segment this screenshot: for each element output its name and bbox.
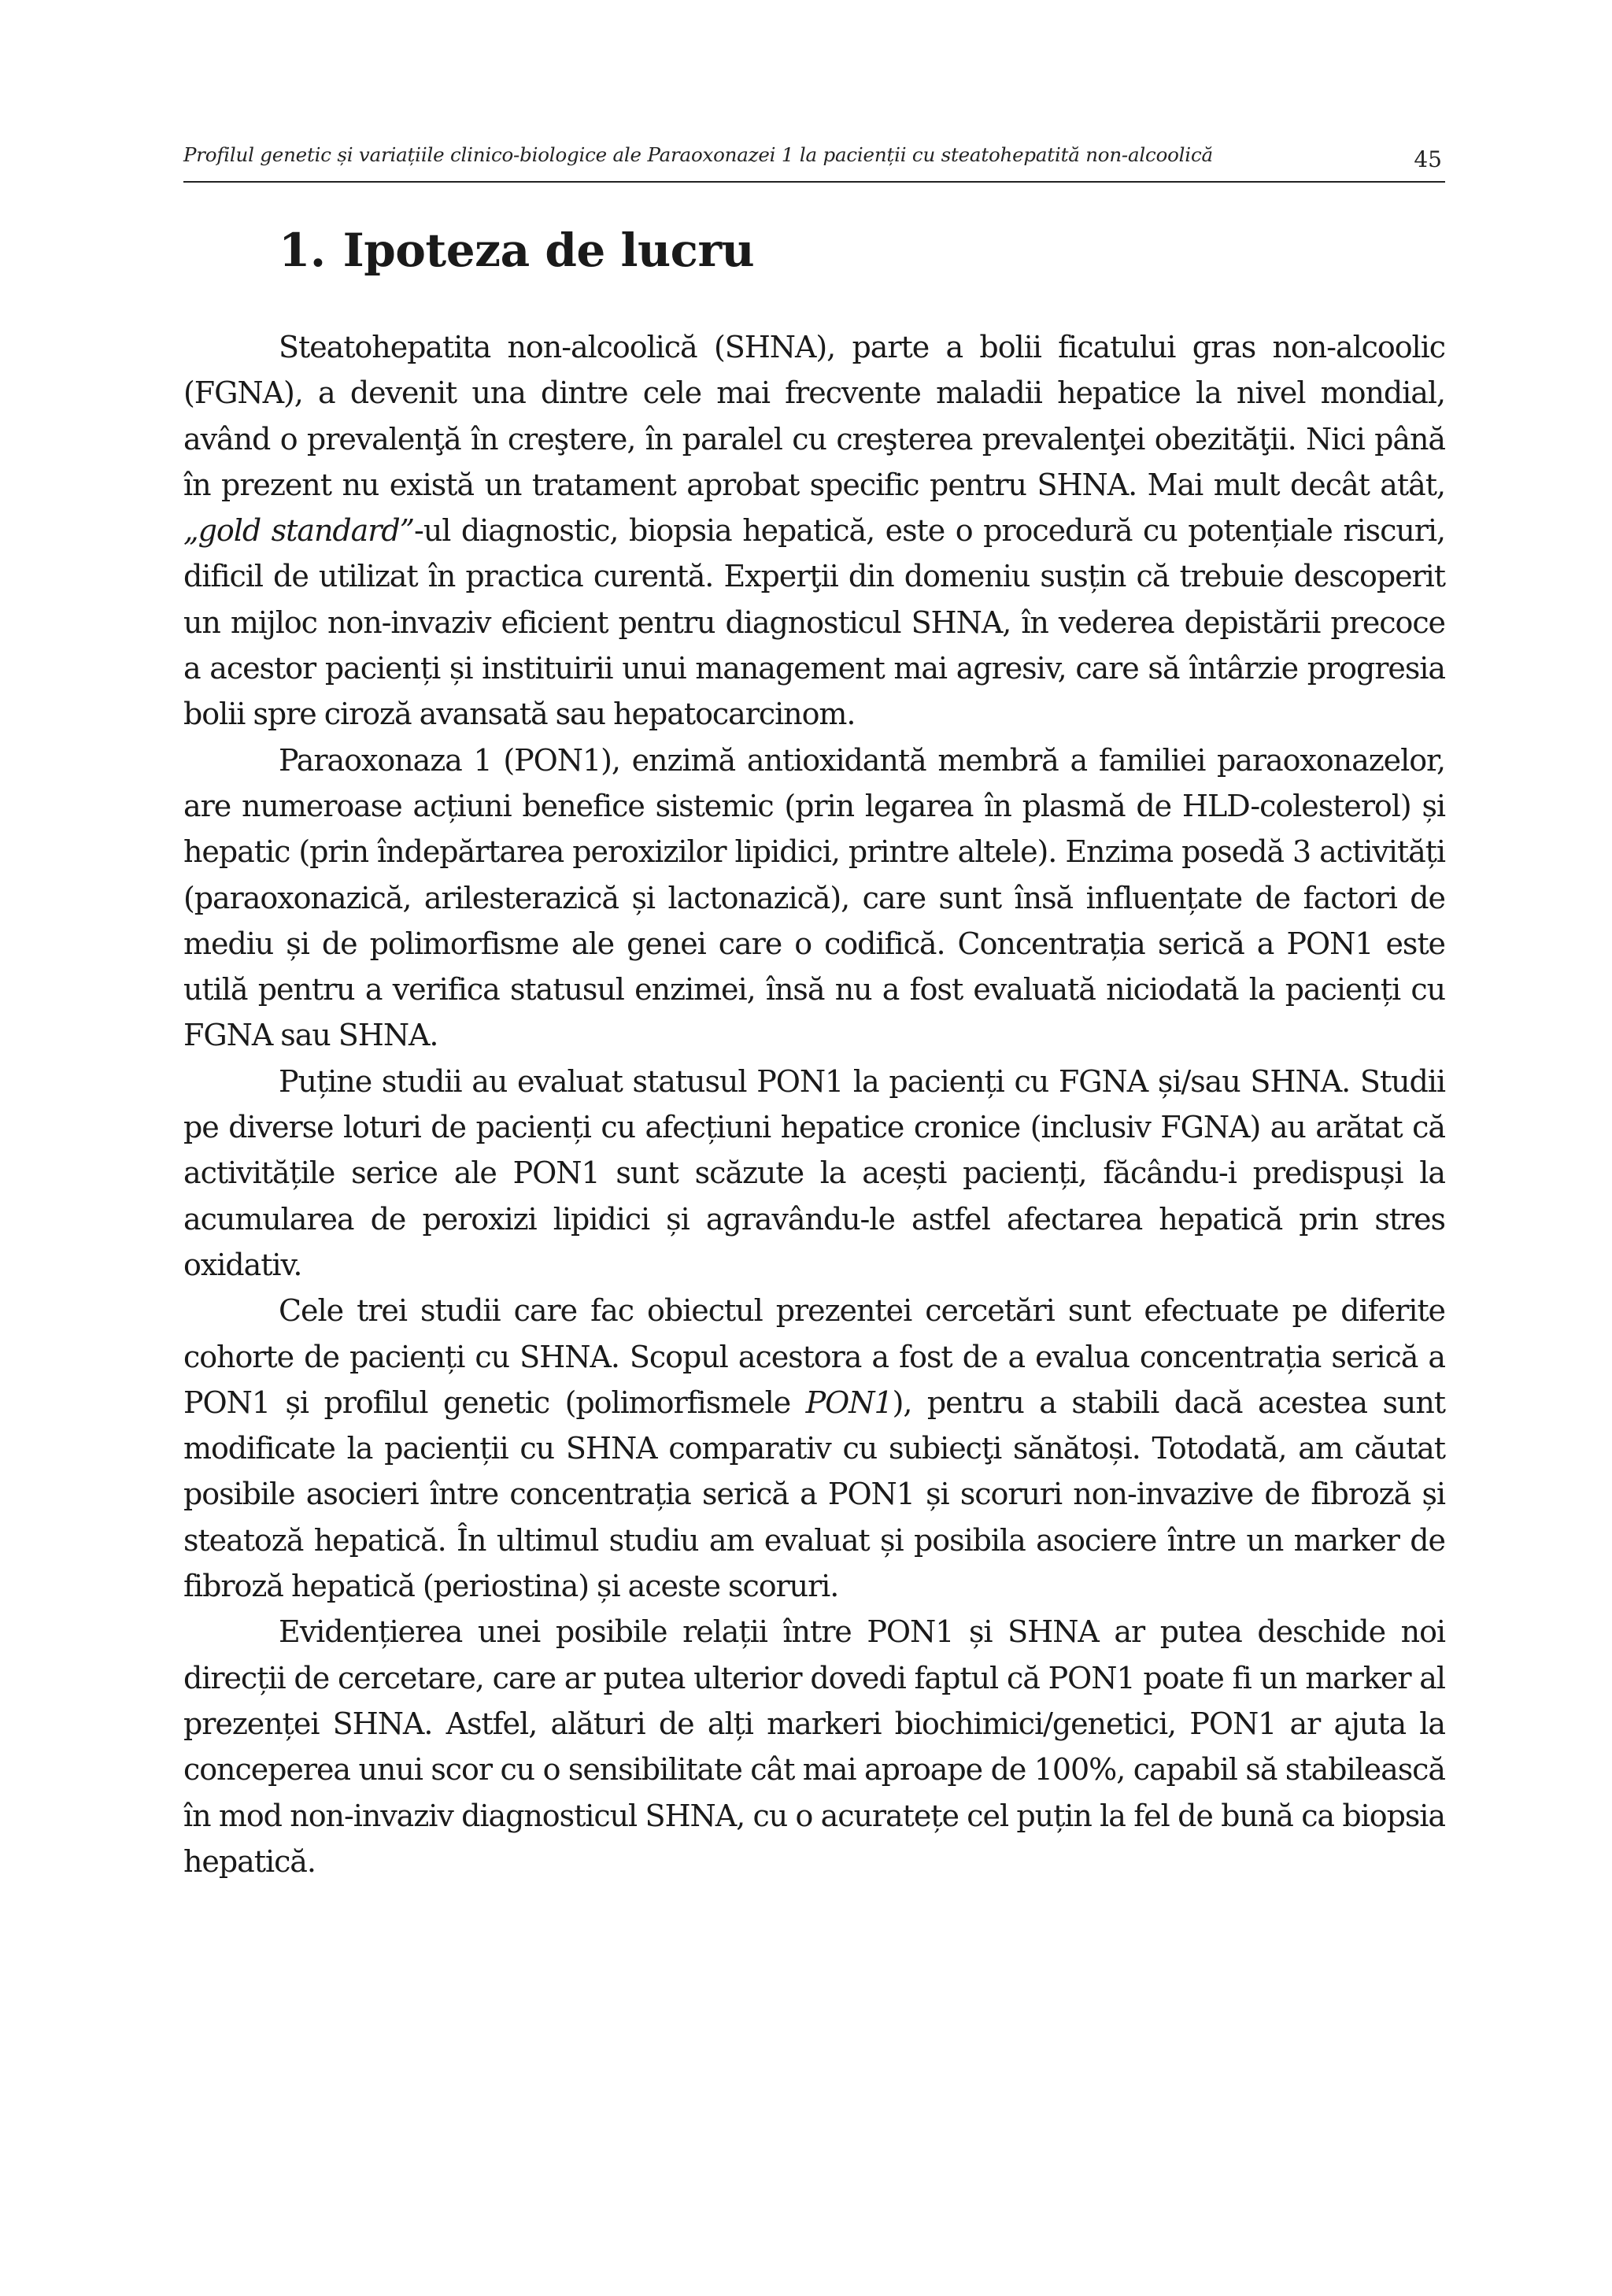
page-number: 45: [1414, 146, 1442, 172]
paragraph-4-text-a: Cele trei studii care fac obiectul prezentei cercetări sunt efectuate pe diferite cohorte de pacienți cu SHNA. Scopul acestora a fost de a evalua concentrația serică a PON1 și profilul genetic (polimorfismele: [183, 1293, 1445, 1420]
section-number: 1.: [279, 224, 326, 277]
section-title: Ipoteza de lucru: [342, 224, 755, 277]
pon1-gene-italic: PON1: [805, 1385, 893, 1420]
running-title: Profilul genetic și variațiile clinico-biologice ale Paraoxonazei 1 la pacienții cu steatohepatită non-alcoolică: [183, 143, 1213, 166]
section-heading: [279, 224, 754, 277]
paragraph-4-text-b: ), pentru a stabili dacă acestea sunt modificate la pacienții cu SHNA comparativ cu subiecţi sănătoși. Totodată, am căutat posibile asocieri între concentrația serică a PON1 și scoruri non-invazive de fibroză și steatoză hepatică. În ultimul studiu am evaluat și posibila asociere între un marker de fibroză hepatică (periostina) și aceste scoruri.: [183, 1385, 1445, 1604]
paragraph-5: Evidențierea unei posibile relații între PON1 și SHNA ar putea deschide noi direcții de cercetare, care ar putea ulterior dovedi faptul că PON1 poate fi un marker al prezenței SHNA. Astfel, alături de alți markeri biochimici/genetici, PON1 ar ajuta la conceperea unui scor cu o sensibilitate cât mai aproape de 100%, capabil să stabilească în mod non-invaziv diagnosticul SHNA, cu o acuratețe cel puțin la fel de bună ca biopsia hepatică.: [183, 1614, 1445, 1879]
gold-standard-italic: „gold standard”: [183, 513, 415, 549]
paragraph-1-text-b: -ul diagnostic, biopsia hepatică, este o procedură cu potențiale riscuri, dificil de utilizat în practica curentă. Experţii din domeniu susțin că trebuie descoperit un mijloc non-invaziv eficient pentru diagnosticul SHNA, în vederea depistării precoce a acestor pacienți și instituirii unui management mai agresiv, care să întârzie progresia bolii spre ciroză avansată sau hepatocarcinom.: [183, 513, 1445, 732]
paragraph-4: [183, 1288, 1445, 1609]
paragraph-1-text-a: Steatohepatita non-alcoolică (SHNA), parte a bolii ficatului gras non-alcoolic (FGNA), a devenit una dintre cele mai frecvente maladii hepatice la nivel mondial, având o prevalenţă în creştere, în paralel cu creşterea prevalenţei obezităţii. Nici până în prezent nu există un tratament aprobat specific pentru SHNA. Mai mult decât atât,: [183, 330, 1445, 502]
paragraph-2: Paraoxonaza 1 (PON1), enzimă antioxidantă membră a familiei paraoxonazelor, are numeroase acțiuni benefice sistemic (prin legarea în plasmă de HLD-colesterol) și hepatic (prin îndepărtarea peroxizilor lipidici, printre altele). Enzima posedă 3 activități (paraoxonazică, arilesterazică și lactonazică), care sunt însă influențate de factori de mediu și de polimorfisme ale genei care o codifică. Concentrația serică a PON1 este utilă pentru a verifica statusul enzimei, însă nu a fost evaluată niciodată la pacienți cu FGNA sau SHNA.: [183, 742, 1445, 1053]
body-text: [183, 324, 1445, 1884]
running-header: [183, 142, 1445, 183]
paragraph-1: [183, 324, 1445, 738]
paragraph-3: Puține studii au evaluat statusul PON1 la pacienți cu FGNA și/sau SHNA. Studii pe diverse loturi de pacienți cu afecțiuni hepatice cronice (inclusiv FGNA) au arătat că activitățile serice ale PON1 sunt scăzute la acești pacienți, făcându-i predispuși la acumularea de peroxizi lipidici și agravându-le astfel afectarea hepatică prin stres oxidativ.: [183, 1063, 1445, 1282]
